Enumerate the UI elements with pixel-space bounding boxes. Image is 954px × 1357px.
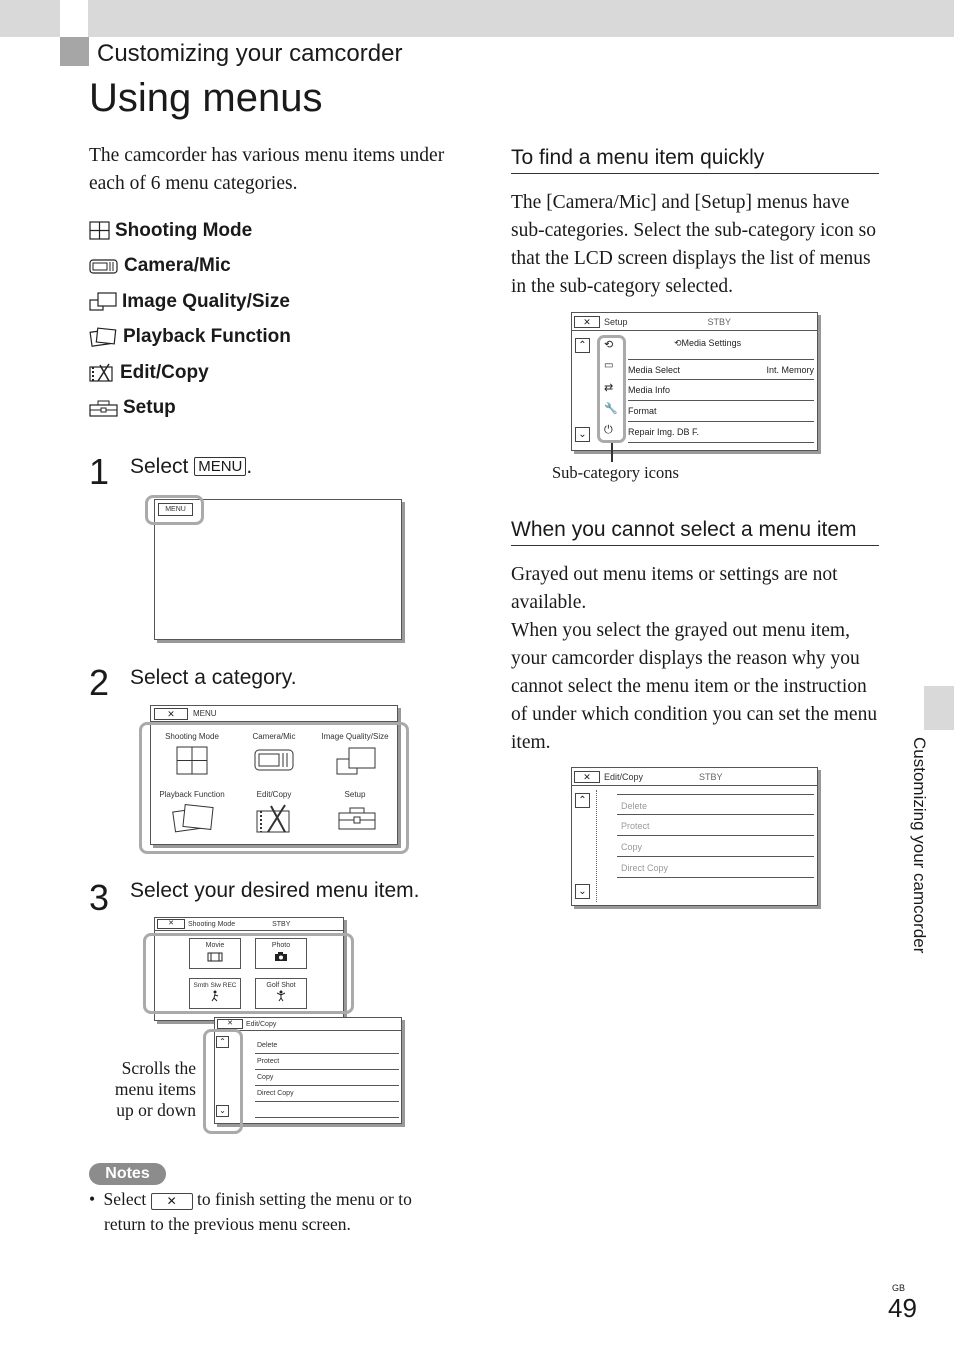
power-icon[interactable]: ⏻ [604, 424, 613, 436]
item-label: Movie [205, 942, 225, 949]
list-item[interactable]: Delete [255, 1038, 399, 1054]
notes-badge: Notes [89, 1163, 166, 1185]
scroll-up-button[interactable]: ⌃ [575, 338, 590, 353]
media-settings-icon[interactable]: ⟲ [604, 339, 614, 351]
step-3-text: Select your desired menu item. [130, 879, 420, 902]
screen-title: Edit/Copy [246, 1020, 277, 1028]
close-button[interactable]: ✕ [154, 708, 188, 720]
screen-header [572, 313, 817, 331]
movie-button[interactable] [189, 938, 241, 969]
list-item[interactable]: Media Info [628, 380, 814, 401]
close-button[interactable]: ✕ [157, 919, 185, 929]
slow-motion-icon [209, 990, 221, 1002]
close-button[interactable]: ✕ [574, 771, 600, 783]
item-label: Smth Slw REC [193, 982, 237, 989]
list-item[interactable] [628, 359, 814, 380]
image-quality-icon[interactable] [335, 746, 377, 776]
cannot-body-1: Grayed out menu items or settings are not available. [511, 564, 838, 613]
cat-tile-label: Image Quality/Size [321, 732, 389, 741]
scroll-track [596, 790, 597, 902]
category-label: Image Quality/Size [122, 290, 290, 312]
golf-shot-button[interactable] [255, 978, 307, 1009]
screen-header [572, 768, 817, 786]
setup-icon[interactable] [337, 806, 377, 832]
smth-slw-rec-button[interactable] [189, 978, 241, 1009]
cat-tile-label: Camera/Mic [252, 732, 296, 741]
wrench-icon[interactable]: 🔧 [604, 403, 618, 415]
close-icon: ✕ [151, 1193, 193, 1210]
note-post: to finish setting the menu or to [197, 1189, 412, 1209]
menu-button[interactable]: MENU [158, 503, 193, 516]
category-label: Playback Function [123, 326, 291, 348]
intro-text: The camcorder has various menu items under each of 6 menu categories. [89, 145, 445, 194]
pointer-line [611, 443, 613, 462]
category-image-quality [89, 284, 291, 320]
step-1-number: 1 [89, 451, 110, 492]
category-setup [89, 391, 291, 427]
section-title: Customizing your camcorder [97, 40, 403, 67]
page-number: 49 [888, 1293, 917, 1323]
top-bar-notch [60, 0, 88, 37]
scroll-down-button[interactable]: ⌄ [216, 1105, 229, 1117]
step-2-text: Select a category. [130, 666, 297, 689]
region-code: GB [892, 1283, 906, 1293]
photo-button[interactable] [255, 938, 307, 969]
list-item[interactable]: Format [628, 401, 814, 422]
screen-title: MENU [193, 709, 217, 718]
screen-header [151, 706, 397, 722]
golf-icon [275, 990, 287, 1002]
screen-title: Setup [604, 316, 628, 327]
menu-chip: MENU [194, 457, 246, 476]
screen-title: Edit/Copy [604, 771, 644, 782]
cannot-body [511, 561, 881, 757]
list-item-disabled[interactable]: Direct Copy [617, 857, 814, 878]
lcd-screen-grayed [571, 767, 818, 906]
top-bar [0, 0, 954, 37]
list-item-disabled[interactable]: Protect [617, 815, 814, 836]
find-heading: To find a menu item quickly [511, 146, 879, 174]
connection-icon[interactable]: ⇄ [604, 382, 614, 394]
item-label: Media Select [628, 365, 681, 375]
find-body: The [Camera/Mic] and [Setup] menus have sub-categories. Select the sub-category icon so that the LCD screen displays the list of menus in the sub-category selected. [511, 192, 876, 297]
status-text: STBY [699, 771, 723, 782]
caption-line: menu items [114, 1079, 196, 1099]
sub-title: ⟲Media Settings [674, 338, 742, 348]
film-icon [207, 952, 223, 962]
scroll-down-button[interactable]: ⌄ [575, 884, 590, 899]
list-item-empty [255, 1102, 399, 1118]
playback-function-icon[interactable] [171, 803, 217, 835]
sub-title-label: Media Settings [681, 338, 742, 348]
screen-header [215, 1018, 401, 1031]
step-1-prefix: Select [130, 455, 195, 478]
close-button[interactable]: ✕ [574, 316, 600, 328]
screen-title: Shooting Mode [188, 920, 236, 928]
side-tab [924, 686, 954, 730]
section-marker [60, 37, 89, 66]
item-label: Golf Shot [266, 982, 296, 989]
list-item-disabled[interactable]: Copy [617, 836, 814, 857]
scroll-up-button[interactable]: ⌃ [216, 1036, 229, 1048]
step-2-number: 2 [89, 662, 110, 703]
grayed-item-list [617, 794, 814, 878]
list-item[interactable]: Repair Img. DB F. [628, 422, 814, 443]
edit-copy-icon [89, 363, 115, 383]
page-title: Using menus [89, 76, 323, 120]
cat-tile-label: Playback Function [159, 790, 225, 799]
step-1-suffix: . [246, 455, 253, 478]
category-label: Shooting Mode [115, 219, 253, 241]
category-shooting-mode [89, 213, 291, 249]
category-camera-mic [89, 249, 291, 285]
list-item-disabled[interactable]: Delete [617, 794, 814, 815]
playback-function-icon [89, 327, 118, 347]
note-line-2: return to the previous menu screen. [104, 1214, 351, 1234]
item-highlight [143, 933, 354, 1014]
setup-item-list [628, 359, 814, 443]
image-quality-icon [89, 292, 117, 311]
cannot-body-2: When you select the grayed out menu item, your camcorder displays the reason why you cannot select the menu item or the instruction of under which condition you can set the menu item. [511, 620, 878, 753]
list-item[interactable]: Copy [255, 1070, 399, 1086]
shooting-mode-icon [89, 221, 110, 240]
list-item[interactable]: Protect [255, 1054, 399, 1070]
item-label: Photo [271, 942, 291, 949]
close-button[interactable]: ✕ [217, 1019, 243, 1029]
note-item [89, 1187, 459, 1237]
caption-line: up or down [116, 1100, 196, 1120]
caption-line: Scrolls the [121, 1058, 196, 1078]
cat-tile-label: Setup [344, 790, 366, 799]
shooting-mode-icon[interactable] [175, 746, 209, 776]
cat-tile-label: Edit/Copy [256, 790, 292, 799]
scroll-caption [98, 1058, 196, 1121]
bullet: • [89, 1189, 96, 1209]
status-text: STBY [707, 316, 732, 327]
status-text: STBY [272, 920, 291, 928]
step-3-number: 3 [89, 877, 110, 918]
category-list [89, 213, 291, 426]
category-playback-function [89, 320, 291, 356]
playback-settings-icon[interactable]: ▭ [604, 360, 614, 371]
category-label: Setup [123, 397, 176, 419]
scroll-up-button[interactable]: ⌃ [575, 793, 590, 808]
cat-tile-label: Shooting Mode [165, 732, 219, 741]
item-list [255, 1038, 399, 1118]
setup-icon [89, 399, 118, 418]
camera-mic-icon [89, 257, 119, 276]
camera-icon [274, 952, 288, 962]
item-value: Int. Memory [766, 365, 814, 375]
side-label: Customizing your camcorder [910, 737, 929, 954]
step-1-text [130, 455, 252, 479]
scroll-down-button[interactable]: ⌄ [575, 427, 590, 442]
category-edit-copy [89, 355, 291, 391]
list-item[interactable]: Direct Copy [255, 1086, 399, 1102]
sub-category-caption: Sub-category icons [552, 463, 679, 482]
camera-mic-icon[interactable] [253, 746, 295, 774]
note-pre: Select [103, 1189, 147, 1209]
screen-header [155, 918, 343, 931]
category-label: Camera/Mic [124, 255, 231, 277]
edit-copy-icon[interactable] [255, 803, 293, 835]
category-label: Edit/Copy [120, 361, 209, 383]
cannot-heading: When you cannot select a menu item [511, 518, 879, 546]
